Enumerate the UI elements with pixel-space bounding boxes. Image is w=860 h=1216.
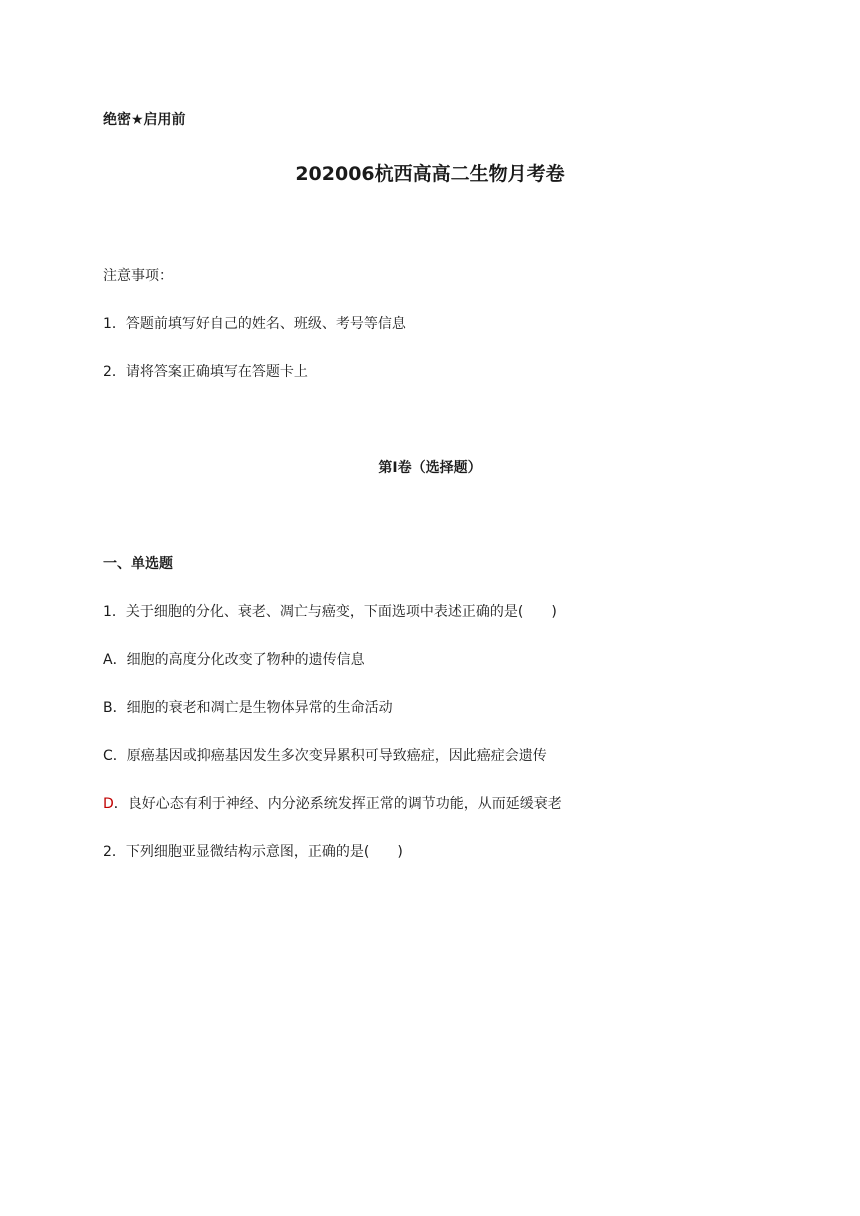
question-1 [103,602,557,622]
exam-title: 202006杭西高高二生物月考卷 [295,163,565,185]
option-letter: C． [103,748,127,764]
option-text: ．良好心态有利于神经、内分泌系统发挥正常的调节功能，从而延缓衰老 [113,796,562,812]
question-stem: 关于细胞的分化、衰老、凋亡与癌变，下面选项中表述正确的是( ) [125,604,557,620]
option-d [103,794,562,814]
note-number: 2． [103,364,126,380]
option-text: 细胞的衰老和凋亡是生物体异常的生命活动 [126,700,393,716]
option-text: 细胞的高度分化改变了物种的遗传信息 [126,652,365,668]
question-number: 1． [103,604,126,620]
answer-option-letter: D [103,796,114,812]
option-letter: B． [103,700,127,716]
note-number: 1． [103,316,126,332]
option-text: 原癌基因或抑癌基因发生多次变异累积可导致癌症，因此癌症会遗传 [126,748,547,764]
note-item [103,314,406,334]
confidential-mark: 绝密★启用前 [103,112,186,128]
section-heading: 一、单选题 [103,556,173,572]
question-2 [103,842,403,862]
option-b [103,698,393,718]
volume-title: 第I卷（选择题） [378,460,482,476]
note-text: 答题前填写好自己的姓名、班级、考号等信息 [125,316,406,332]
note-text: 请将答案正确填写在答题卡上 [125,364,308,380]
note-item [103,362,308,382]
question-stem: 下列细胞亚显微结构示意图，正确的是( ) [125,844,403,860]
option-a [103,650,365,670]
option-c [103,746,547,766]
option-letter: A． [103,652,127,668]
question-number: 2． [103,844,126,860]
notes-heading: 注意事项： [103,268,173,284]
